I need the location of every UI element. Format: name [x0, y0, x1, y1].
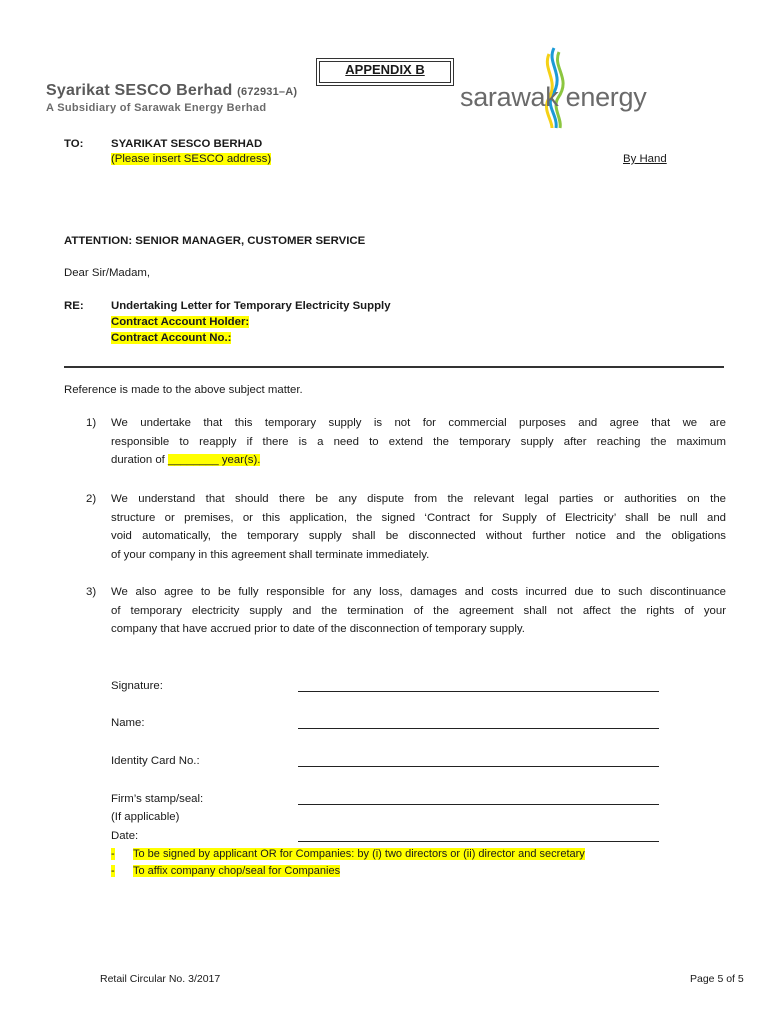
- note-2-dash: -: [111, 865, 115, 877]
- clause-2-number: 2): [86, 493, 97, 505]
- clause-1-line-2: responsible to reapply if there is a need to extend the temporary supply after reaching the maximum: [111, 435, 726, 448]
- account-label: Contract Account No.:: [111, 332, 232, 344]
- note-1-dash: -: [111, 848, 115, 860]
- re-label: RE:: [64, 300, 84, 312]
- clause-2-line-4: of your company in this agreement shall terminate immediately.: [111, 548, 430, 561]
- attention-line: ATTENTION: SENIOR MANAGER, CUSTOMER SERVICE: [64, 235, 366, 247]
- to-name: SYARIKAT SESCO BERHAD: [111, 138, 263, 150]
- clause-3-line-3: company that have accrued prior to date of the disconnection of temporary supply.: [111, 623, 525, 635]
- clause-2-line-3: void automatically, the temporary supply shall be disconnected without further notice and the obligations: [111, 530, 726, 542]
- footer-circular: Retail Circular No. 3/2017: [100, 973, 221, 985]
- date-label: Date:: [111, 830, 139, 842]
- clause-1: [111, 414, 726, 470]
- salutation: Dear Sir/Madam,: [64, 267, 151, 279]
- appendix-label: APPENDIX B: [345, 62, 425, 77]
- footer-page: Page 5 of 5: [690, 973, 744, 985]
- clause-2-line-2: structure or premises, or this application, the signed ‘Contract for Supply of Electricity’ shall be null and: [111, 511, 726, 524]
- clause-1-line-3: [111, 451, 726, 470]
- clause-3: [111, 583, 726, 639]
- divider-rule: [64, 366, 724, 368]
- company-subtitle: A Subsidiary of Sarawak Energy Berhad: [46, 102, 267, 114]
- logo-wordmark: sarawak energy: [460, 82, 647, 112]
- clause-2: [111, 490, 726, 564]
- company-name-text: Syarikat SESCO Berhad: [46, 82, 233, 99]
- clause-1-prefix: duration of: [111, 454, 168, 466]
- date-field[interactable]: [298, 830, 659, 842]
- note-2: To affix company chop/seal for Companies: [133, 865, 341, 877]
- company-name: [46, 82, 297, 100]
- signature-label: Signature:: [111, 680, 163, 692]
- delivery-method: By Hand: [623, 153, 667, 165]
- clause-3-line-1: We also agree to be fully responsible for any loss, damages and costs incurred due to such discontinuance: [111, 586, 726, 598]
- name-field[interactable]: [298, 717, 659, 729]
- stamp-field[interactable]: [298, 793, 659, 805]
- subject-title: Undertaking Letter for Temporary Electricity Supply: [111, 300, 391, 312]
- intro-text: Reference is made to the above subject matter.: [64, 384, 303, 396]
- signature-field[interactable]: [298, 680, 659, 692]
- to-label: TO:: [64, 138, 84, 150]
- ic-label: Identity Card No.:: [111, 755, 200, 767]
- clause-3-line-2: of temporary electricity supply and the termination of the agreement shall not affect the rights of your: [111, 604, 726, 617]
- ic-field[interactable]: [298, 755, 659, 767]
- duration-blank: ________ year(s).: [168, 454, 261, 466]
- name-label: Name:: [111, 717, 145, 729]
- stamp-note: (If applicable): [111, 811, 180, 823]
- holder-label: Contract Account Holder:: [111, 316, 250, 328]
- note-1: To be signed by applicant OR for Companies: by (i) two directors or (ii) director and secretary: [133, 848, 585, 860]
- company-reg: (672931–A): [237, 86, 298, 98]
- clause-1-line-1: We undertake that this temporary supply is not for commercial purposes and agree that we are: [111, 417, 726, 429]
- address-placeholder: (Please insert SESCO address): [111, 153, 272, 165]
- clause-3-number: 3): [86, 586, 97, 598]
- clause-1-number: 1): [86, 417, 97, 429]
- stamp-label: Firm’s stamp/seal:: [111, 793, 204, 805]
- clause-2-line-1: We understand that should there be any dispute from the relevant legal parties or authorities on the: [111, 493, 726, 505]
